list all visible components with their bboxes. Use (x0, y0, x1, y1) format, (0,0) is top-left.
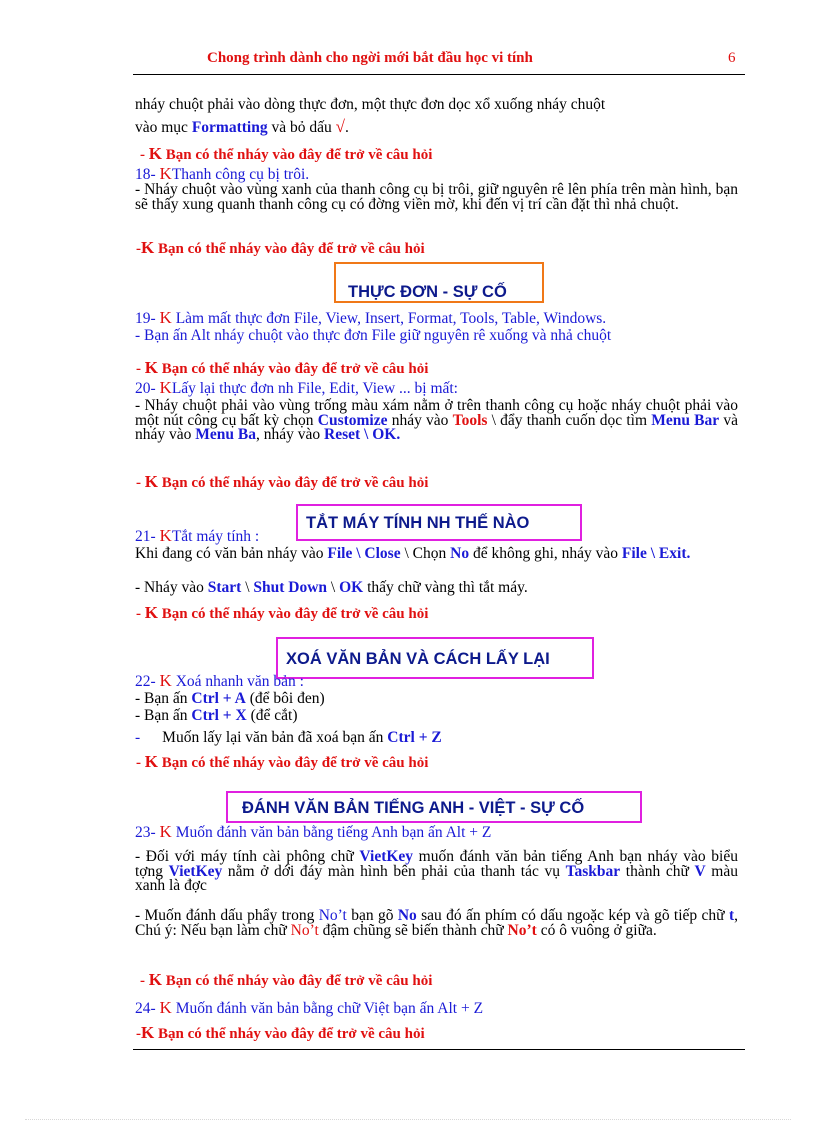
item18-heading: 18- KThanh công cụ bị trôi. (135, 164, 310, 183)
back-link[interactable]: - K Bạn có thể nháy vào đây để trở về câu hỏi (136, 472, 429, 491)
page-number: 6 (728, 50, 736, 66)
menu-bar-term: Menu Bar (651, 411, 720, 429)
back-link[interactable]: - K Bạn có thể nháy vào đây để trở về câu hỏi (136, 603, 429, 622)
item18-body: - Nháy chuột vào vùng xanh của thanh công cụ bị trôi, giữ nguyên rê lên phía trên màn hình, bạn sẽ thấy xung quanh thanh công cụ có đờng viền mờ, khi đến vị trí cần đặt thì nhả chuột. (135, 181, 738, 213)
intro-line-2: vào mục Formatting và bỏ dấu √. (135, 117, 349, 136)
back-marker-icon: K (144, 752, 158, 771)
item21-line-2: - Nháy vào Start \ Shut Down \ OK thấy chữ vàng thì tắt máy. (135, 579, 528, 596)
footer-rule (133, 1049, 745, 1050)
item23-heading: 23- K Muốn đánh văn bản bằng tiếng Anh bạn ấn Alt + Z (135, 822, 492, 841)
section-title-typing: ĐÁNH VĂN BẢN TIẾNG ANH - VIỆT - SỰ CỐ (226, 791, 642, 823)
item22-heading: 22- K Xoá nhanh văn bản : (135, 671, 304, 690)
back-marker-icon: K (159, 998, 172, 1017)
back-link[interactable]: - K Bạn có thể nháy vào đây để trở về câu hỏi (136, 752, 429, 771)
section-title-menu: THỰC ĐƠN - SỰ CỐ (334, 262, 544, 303)
no-term: No (450, 545, 470, 562)
back-marker-icon: K (148, 144, 162, 163)
back-marker-icon: K (159, 164, 172, 183)
file-close-term: File \ Close (327, 545, 401, 562)
item21-heading: 21- KTắt máy tính : (135, 526, 260, 545)
back-marker-icon: K (144, 603, 158, 622)
back-link[interactable]: -K Bạn có thể nháy vào đây để trở về câu hỏi (136, 238, 425, 257)
file-exit-term: File \ Exit. (621, 545, 691, 562)
back-marker-icon: K (159, 308, 172, 327)
tools-term: Tools (452, 411, 488, 429)
back-marker-icon: K (159, 378, 172, 397)
back-marker-icon: K (144, 472, 158, 491)
header-rule (133, 74, 745, 75)
item22-line-3: - Muốn lấy lại văn bản đã xoá bạn ấn Ctrl + Z (135, 729, 442, 746)
item20-body: - Nháy chuột phải vào vùng trống màu xám nằm ở trên thanh công cụ hoặc nháy chuột phải vào một nút công cụ bất kỳ chọn Customize nháy vào Tools \ đẩy thanh cuốn dọc tìm Menu Bar và nháy vào Menu Ba, nháy vào Reset \ OK. (135, 397, 738, 443)
back-marker-icon: K (159, 526, 172, 545)
check-icon: √ (335, 117, 345, 136)
page-edge-line (25, 1119, 791, 1120)
reset-ok-term: Reset \ OK. (324, 426, 401, 443)
item22-line-2: - Bạn ấn Ctrl + X (để cắt) (135, 707, 298, 724)
item22-line-1: - Bạn ấn Ctrl + A (để bôi đen) (135, 690, 325, 707)
item23-paragraph-2: - Muốn đánh dấu phẩy trong No’t bạn gõ No sau đó ấn phím có dấu ngoặc kép và gõ tiếp chữ t, Chú ý: Nếu bạn làm chữ No’t đậm chũng sẽ biến thành chữ No’t có ô vuông ở giữa. (135, 907, 738, 939)
back-link[interactable]: -K Bạn có thể nháy vào đây để trở về câu hỏi (136, 1023, 425, 1042)
item19-heading: 19- K Làm mất thực đơn File, View, Insert, Format, Tools, Table, Windows. (135, 308, 607, 327)
back-marker-icon: K (159, 671, 172, 690)
back-link[interactable]: - K Bạn có thể nháy vào đây để trở về câu hỏi (140, 970, 433, 989)
item19-body: - Bạn ấn Alt nháy chuột vào thực đơn File giữ nguyên rê xuống và nhả chuột (135, 327, 612, 344)
item21-body: Khi đang có văn bản nháy vào File \ Close \ Chọn No để không ghi, nháy vào File \ Exit. (135, 545, 691, 562)
intro-line-1: nháy chuột phải vào dòng thực đơn, một thực đơn dọc xổ xuống nháy chuột (135, 96, 606, 113)
back-marker-icon: K (141, 238, 155, 257)
section-title-shutdown: TẮT MÁY TÍNH NH THẾ NÀO (296, 504, 582, 541)
back-link[interactable]: - K Bạn có thể nháy vào đây để trở về câu hỏi (136, 358, 429, 377)
item23-paragraph-1: - Đối với máy tính cài phông chữ VietKey muốn đánh văn bản tiếng Anh bạn nháy vào biểu tợng VietKey nằm ở dới đáy màn hình bên phải của thanh tác vụ Taskbar thành chữ V màu xanh là đợc (135, 848, 738, 894)
back-marker-icon: K (141, 1023, 155, 1042)
item24-heading: 24- K Muốn đánh văn bản bằng chữ Việt bạn ấn Alt + Z (135, 998, 484, 1017)
document-header-title: Chong trình dành cho ngời mới bắt đầu học vi tính (207, 50, 533, 66)
menu-ba-term: Menu Ba (195, 426, 256, 443)
back-marker-icon: K (148, 970, 162, 989)
back-link[interactable]: - K Bạn có thể nháy vào đây để trở về câu hỏi (140, 144, 433, 163)
item20-heading: 20- KLấy lại thực đơn nh File, Edit, View ... bị mất: (135, 378, 458, 397)
formatting-term: Formatting (191, 119, 268, 136)
customize-term: Customize (317, 411, 388, 429)
back-marker-icon: K (159, 822, 172, 841)
back-marker-icon: K (144, 358, 158, 377)
section-title-delete: XOÁ VĂN BẢN VÀ CÁCH LẤY LẠI (276, 637, 594, 679)
